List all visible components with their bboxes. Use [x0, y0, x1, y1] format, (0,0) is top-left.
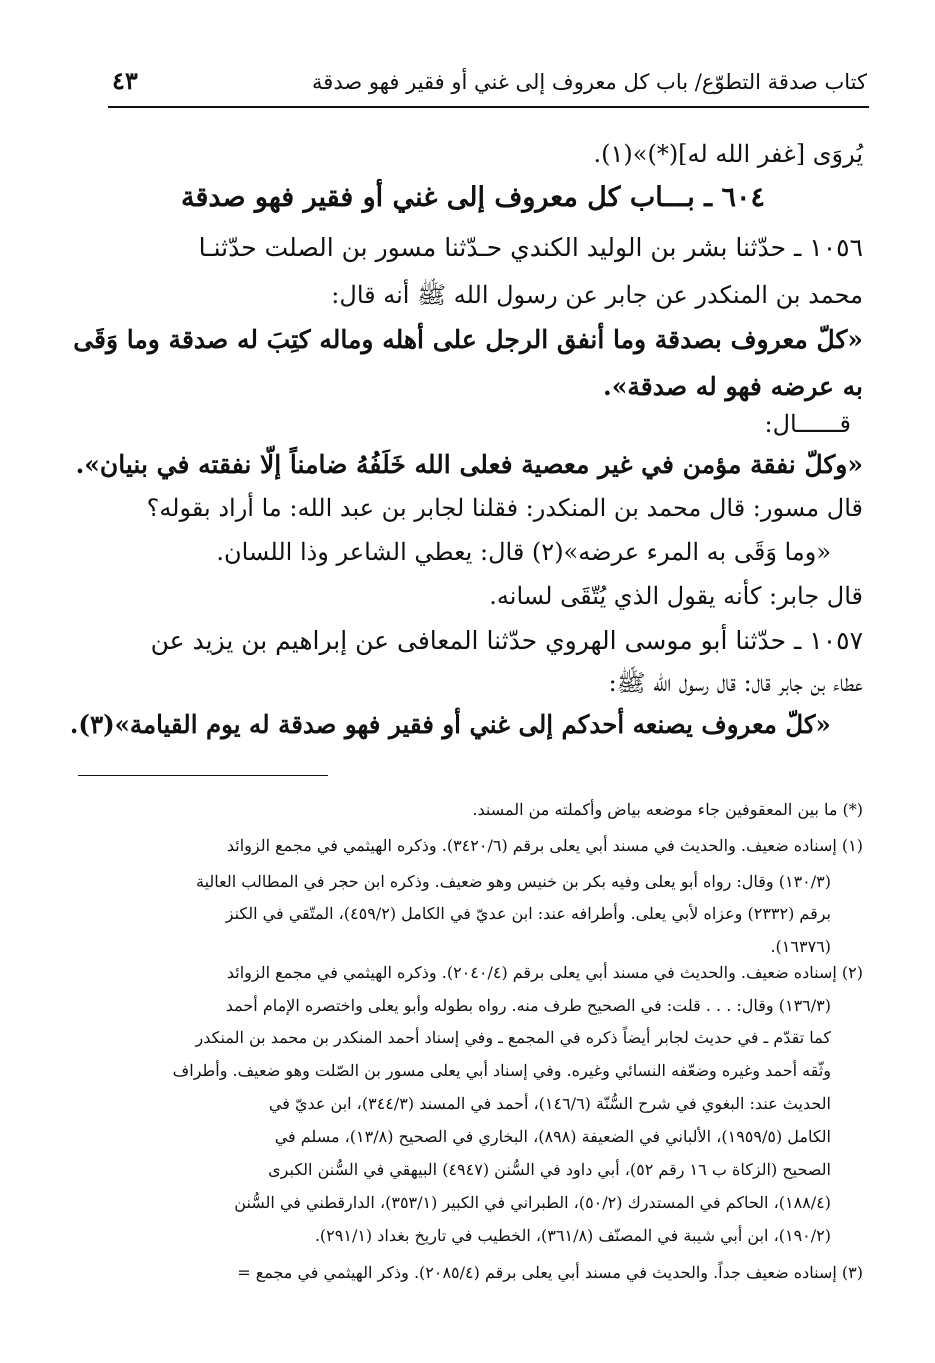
header-divider — [108, 106, 869, 108]
footnote-line: (١٨٨/٤)، الحاكم في المستدرك (٥٠/٢)، الطبراني في الكبير (٣٥٣/١)، الدارقطني في السُّنن — [234, 1193, 831, 1212]
running-header: كتاب صدقة التطوّع/ باب كل معروف إلى غني أو فقير فهو صدقة — [312, 70, 867, 94]
footnote-line: (١٩٠/٢)، ابن أبي شيبة في المصنّف (٣٦١/٨)، الخطيب في تاريخ بغداد (٢٩١/١). — [314, 1226, 831, 1245]
footnote-line: كما تقدّم ـ في حديث لجابر أيضاً ذكره في المجمع ـ وفي إسناد أحمد المنكدر بن محمد بن المنكدر — [195, 1028, 831, 1047]
page-number: ٤٣ — [112, 66, 138, 95]
body-line: قــــــال: — [764, 410, 851, 438]
body-line: قال مسور: قال محمد بن المنكدر: فقلنا لجابر بن عبد الله: ما أراد بقوله؟ — [146, 494, 863, 522]
chapter-heading: ٦٠٤ ـ بـــاب كل معروف إلى غني أو فقير فهو صدقة — [181, 182, 765, 213]
hadith-line: «وكلّ نفقة مؤمن في غير معصية فعلى الله خَلَفُهُ ضامناً إلّا نفقته في بنيان». — [75, 450, 863, 479]
body-line: قال جابر: كأنه يقول الذي يُتّقَى لسانه. — [489, 582, 863, 610]
footnote-divider — [78, 775, 328, 776]
body-line: عطاء بن جابر قال: قال رسول الله ﷺ: — [608, 669, 863, 697]
footnote-line: (٣) إسناده ضعيف جداً. والحديث في مسند أبي يعلى برقم (٢٠٨٥/٤). وذكر الهيثمي في مجمع = — [237, 1263, 863, 1282]
footnote-line: (*) ما بين المعقوفين جاء موضعه بياض وأكملته من المسند. — [472, 800, 863, 819]
footnote-line: (١) إسناده ضعيف. والحديث في مسند أبي يعلى برقم (٣٤٢٠/٦). وذكره الهيثمي في مجمع الزوائد — [226, 836, 863, 855]
footnote-line: برقم (٢٣٣٢) وعزاه لأبي يعلى. وأطرافه عند: ابن عديّ في الكامل (٤٥٩/٢)، المتّقي في الكنز — [225, 904, 831, 923]
footnote-line: (١٦٣٧٦). — [770, 937, 831, 956]
hadith-line: «كلّ معروف بصدقة وما أنفق الرجل على أهله وماله كتِبَ له صدقة وما وَقَى — [73, 325, 863, 354]
footnote-line: وثّقه أحمد وغيره وضعّفه النسائي وغيره. وفي إسناد أبي يعلى مسور بن الصّلت وهو ضعيف. وأطراف — [172, 1061, 831, 1080]
body-line: ١٠٥٦ ـ حدّثنا بشر بن الوليد الكندي حـدّثنا مسور بن الصلت حدّثنـا — [198, 233, 863, 262]
body-line: محمد بن المنكدر عن جابر عن رسول الله ﷺ أنه قال: — [331, 281, 863, 309]
footnote-line: (١٣٠/٣) وقال: رواه أبو يعلى وفيه بكر بن خنيس وهو ضعيف. وذكره ابن حجر في المطالب العالية — [196, 872, 831, 891]
hadith-line: «كلّ معروف يصنعه أحدكم إلى غني أو فقير فهو صدقة له يوم القيامة»(٣). — [70, 710, 831, 739]
footnote-line: (٢) إسناده ضعيف. والحديث في مسند أبي يعلى برقم (٢٠٤٠/٤). وذكره الهيثمي في مجمع الزوائد — [226, 963, 863, 982]
body-line: «وما وَقَى به المرء عرضه»(٢) قال: يعطي الشاعر وذا اللسان. — [216, 538, 831, 566]
hadith-line: به عرضه فهو له صدقة». — [603, 372, 863, 401]
opening-line: يُروَى [غفر الله له](*)»(١). — [593, 140, 863, 168]
footnote-line: الكامل (١٩٥٩/٥)، الألباني في الضعيفة (٨٩٨)، البخاري في الصحيح (١٣/٨)، مسلم في — [274, 1127, 831, 1146]
body-line: ١٠٥٧ ـ حدّثنا أبو موسى الهروي حدّثنا المعافى عن إبراهيم بن يزيد عن — [150, 626, 863, 655]
footnote-line: الحديث عند: البغوي في شرح السُّنّة (١٤٦/٦)، أحمد في المسند (٣٤٤/٣)، ابن عديّ في — [268, 1094, 831, 1113]
footnote-line: الصحيح (الزكاة ب ١٦ رقم ٥٢)، أبي داود في السُّنن (٤٩٤٧) البيهقي في السُّنن الكبرى — [268, 1160, 831, 1179]
footnote-line: (١٣٦/٣) وقال: . . . قلت: في الصحيح طرف منه. رواه بطوله وأبو يعلى واختصره الإمام أحمد — [225, 996, 831, 1015]
